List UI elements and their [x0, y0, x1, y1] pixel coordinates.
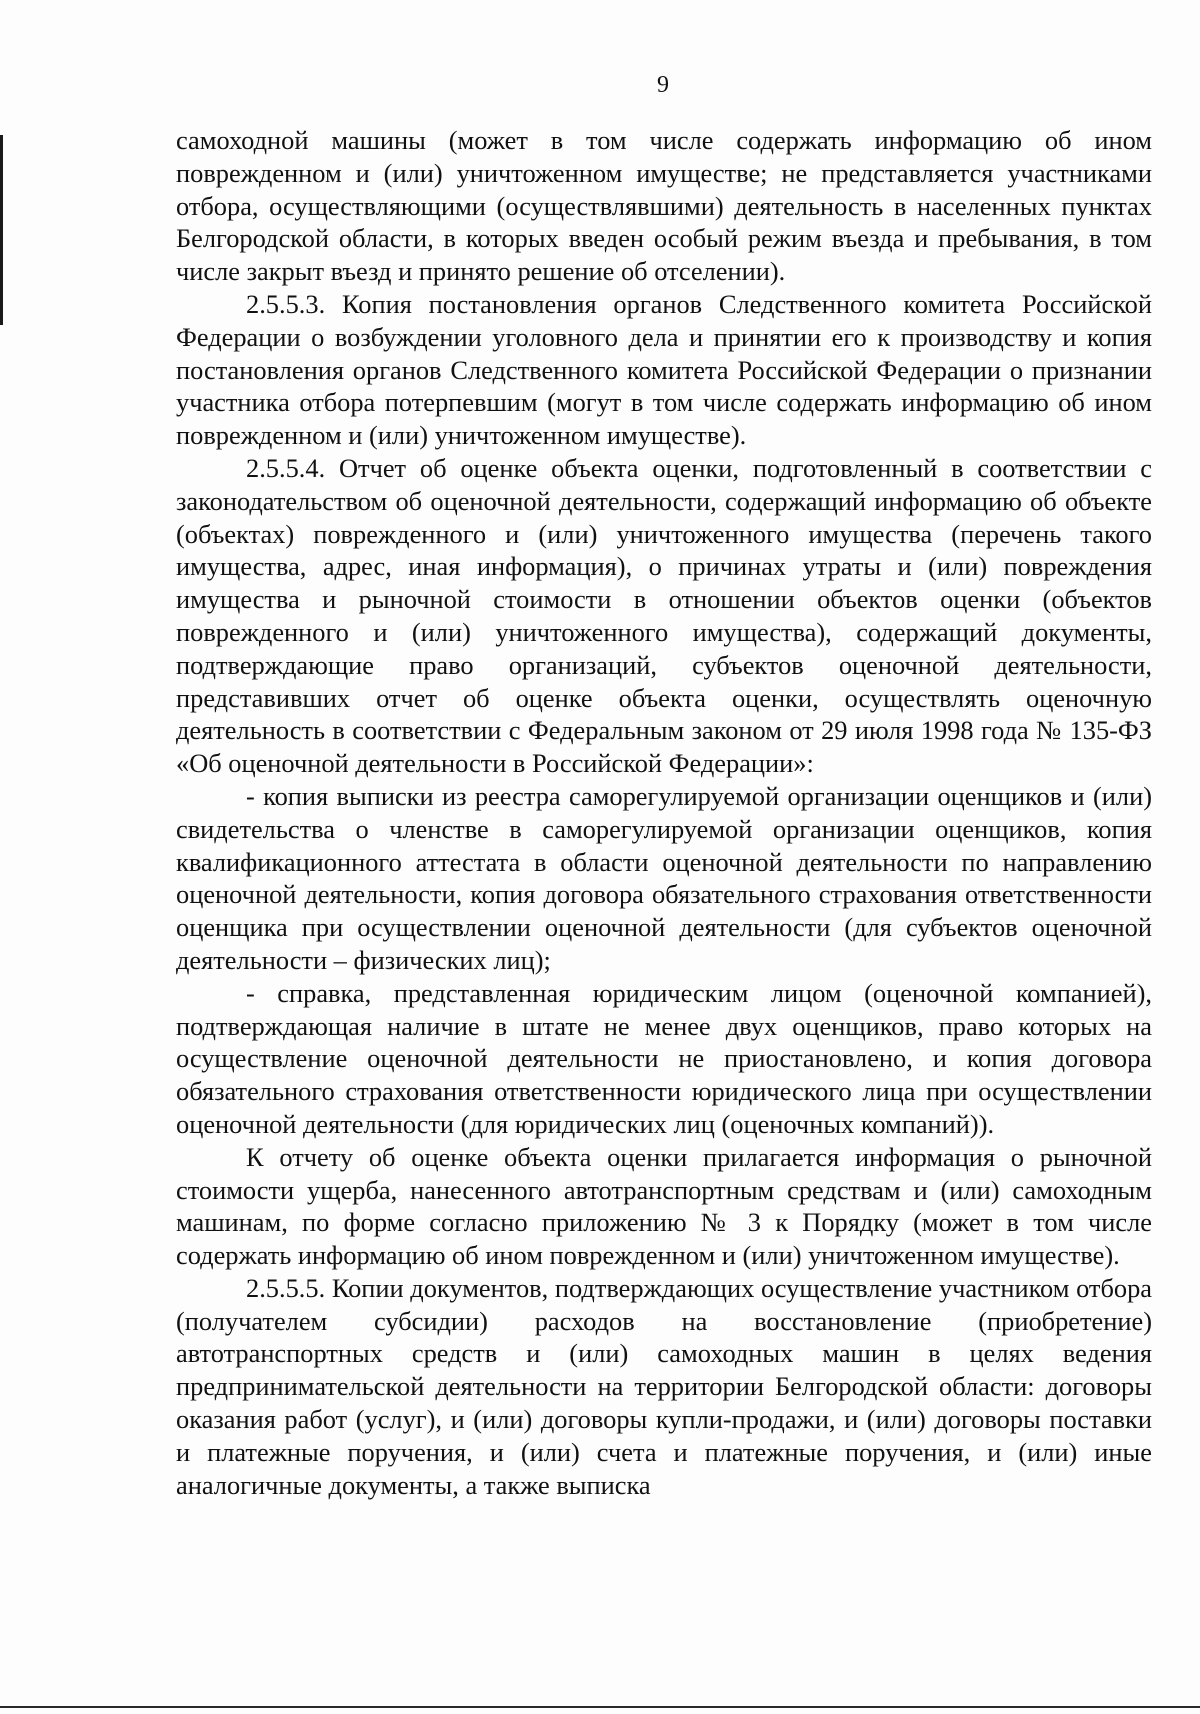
list-item-appraisers-registry: - копия выписки из реестра саморегулируемой организации оценщиков и (или) свидетельства о членстве в саморегулируемой организации оценщиков, копия квалификационного аттестата в области оценочной деятельности по направлению оценочной деятельности, копия договора обязательного страхования ответственности оценщика при осуществлении оценочной деятельности (для субъектов оценочной деятельности – физических лиц); [176, 780, 1152, 975]
document-body [176, 124, 1152, 1501]
paragraph-2-5-5-5: 2.5.5.5. Копии документов, подтверждающих осуществление участником отбора (получателем субсидии) расходов на восстановление (приобретение) автотранспортных средств и (или) самоходных машин в целях ведения предпринимательской деятельности на территории Белгородской области: договоры оказания работ (услуг), и (или) договоры купли-продажи, и (или) договоры поставки и платежные поручения, и (или) счета и платежные поручения, и (или) иные аналогичные документы, а также выписка [176, 1272, 1152, 1500]
paragraph-2-5-5-4: 2.5.5.4. Отчет об оценке объекта оценки, подготовленный в соответствии с законодательством об оценочной деятельности, содержащий информацию об объекте (объектах) поврежденного и (или) уничтоженного имущества (перечень такого имущества, адрес, иная информация), о причинах утраты и (или) повреждения имущества и рыночной стоимости в отношении объектов оценки (объектов поврежденного и (или) уничтоженного имущества), содержащий документы, подтверждающие право организаций, субъектов оценочной деятельности, представивших отчет об оценке объекта оценки, осуществлять оценочную деятельность в соответствии с Федеральным законом от 29 июля 1998 года № 135-ФЗ «Об оценочной деятельности в Российской Федерации»: [176, 452, 1152, 779]
paragraph-2-5-5-3: 2.5.5.3. Копия постановления органов Следственного комитета Российской Федерации о возбуждении уголовного дела и принятии его к производству и копия постановления органов Следственного комитета Российской Федерации о признании участника отбора потерпевшим (могут в том числе содержать информацию об ином поврежденном и (или) уничтоженном имуществе). [176, 288, 1152, 451]
paragraph-continuation: самоходной машины (может в том числе содержать информацию об ином поврежденном и (или) уничтоженном имуществе; не представляется участниками отбора, осуществляющими (осуществлявшими) деятельность в населенных пунктах Белгородской области, в которых введен особый режим въезда и пребывания, в том числе закрыт въезд и принято решение об отселении). [176, 125, 1152, 287]
paragraph-report-attachment: К отчету об оценке объекта оценки прилагается информация о рыночной стоимости ущерба, нанесенного автотранспортным средствам и (или) самоходным машинам, по форме согласно приложению № 3 к Порядку (может в том числе содержать информацию об ином поврежденном и (или) уничтоженном имуществе). [176, 1141, 1152, 1271]
list-item-company-certificate: - справка, представленная юридическим лицом (оценочной компанией), подтверждающая наличие в штате не менее двух оценщиков, право которых на осуществление оценочной деятельности не приостановлено, и копия договора обязательного страхования ответственности юридического лица при осуществлении оценочной деятельности (для юридических лиц (оценочных компаний)). [176, 977, 1152, 1139]
page-number: 9 [657, 72, 669, 98]
scan-edge-left [0, 135, 3, 325]
scan-edge-bottom [0, 1706, 1200, 1708]
